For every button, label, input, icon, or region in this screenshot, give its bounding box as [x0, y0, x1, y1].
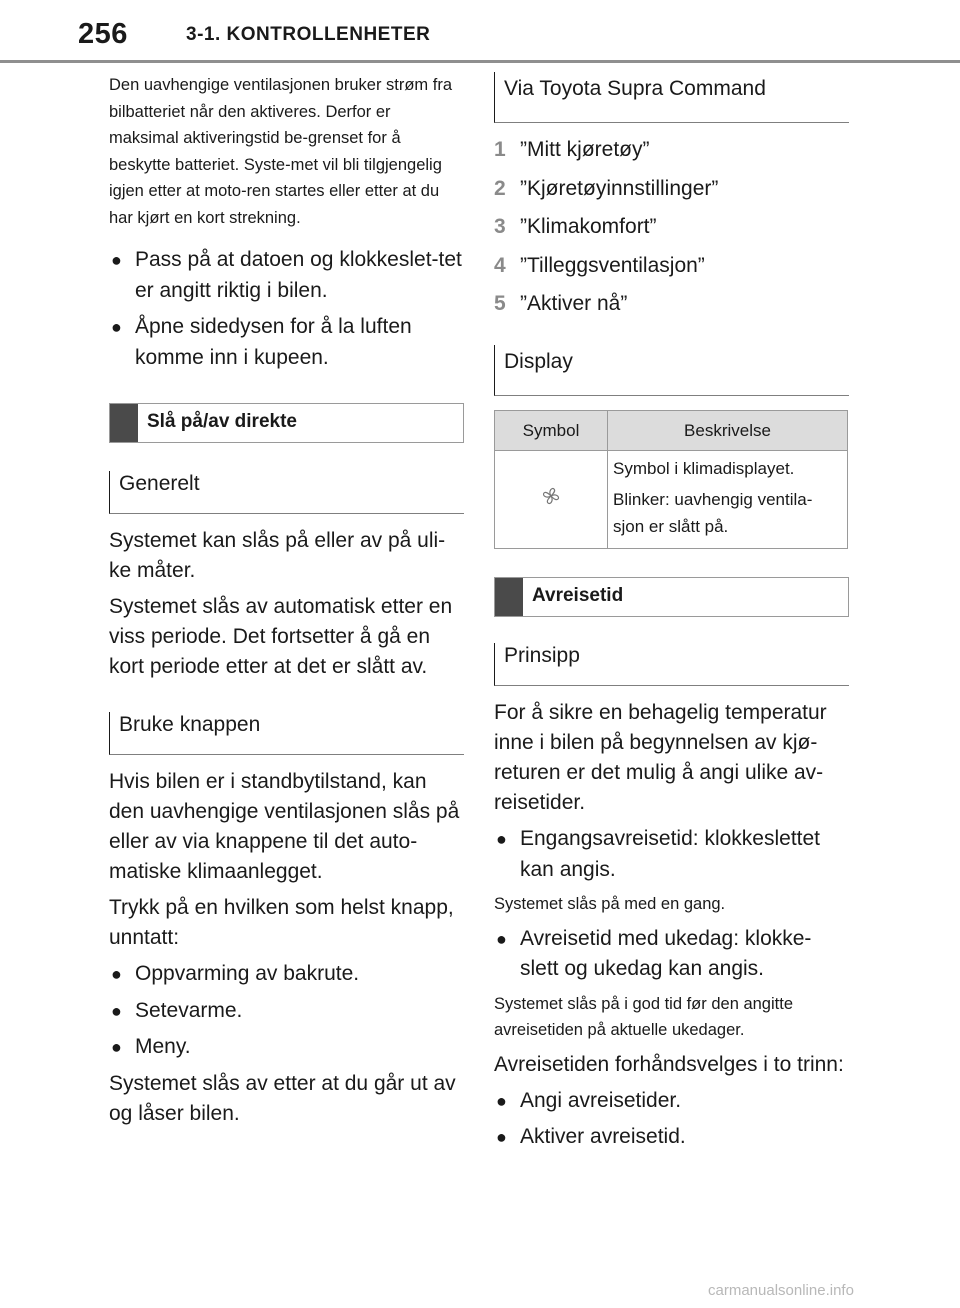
left-column [109, 72, 464, 1135]
section-title: Avreisetid [532, 585, 624, 606]
table-header: Beskrivelse [608, 411, 848, 451]
list-item: ● Setevarme. [109, 996, 464, 1027]
subheading-display: Display [494, 345, 849, 396]
bullet-icon: ● [111, 250, 122, 270]
bullet-icon: ● [496, 829, 507, 849]
list-item: ● Engangsavreisetid: klokkeslettet kan angis. [494, 824, 849, 885]
bullet-icon: ● [111, 317, 122, 337]
intro-paragraph: Den uavhengige ventilasjonen bruker strøm fra bilbatteriet når den aktiveres. Derfor er maksimal aktiveringstid be-grenset for å beskytte batteriet. Syste-met vil bli tilgjengelig igjen etter at moto-ren startes eller etter at du har kjørt en kort strekning. [109, 76, 453, 227]
table-cell-symbol [495, 451, 608, 549]
note: Systemet slås på i god tid før den angitte avreisetiden på aktuelle ukedager. [494, 994, 793, 1039]
right-column [494, 72, 849, 1159]
table-cell-description: Symbol i klimadisplayet. Blinker: uavhengig ventila-sjon er slått på. [608, 451, 848, 549]
paragraph: Trykk på en hvilken som helst knapp, unntatt: [109, 896, 454, 949]
fan-icon [540, 485, 562, 507]
list-item: ● Angi avreisetider. [494, 1086, 849, 1117]
section-title: Slå på/av direkte [147, 411, 297, 432]
bullet-icon: ● [111, 964, 122, 984]
subheading-prinsipp: Prinsipp [494, 643, 849, 686]
bullet-icon: ● [496, 1127, 507, 1147]
symbol-table [494, 410, 848, 549]
list-item: ● Meny. [109, 1032, 464, 1063]
step-item: 5 ”Aktiver nå” [494, 292, 628, 315]
step-item: 4 ”Tilleggsventilasjon” [494, 253, 705, 277]
paragraph: Avreisetiden forhåndsvelges i to trinn: [494, 1052, 844, 1076]
section-bar [110, 404, 138, 442]
list-item: ● Åpne sidedysen for å la luften komme inn i kupeen. [109, 312, 464, 373]
section-heading [109, 403, 464, 443]
header-divider [0, 60, 960, 63]
list-item: ● Avreisetid med ukedag: klokke-slett og ukedag kan angis. [494, 924, 849, 985]
list-item: ● Pass på at datoen og klokkeslet-tet er angitt riktig i bilen. [109, 245, 464, 306]
note: Systemet slås på med en gang. [494, 895, 726, 913]
step-item: 1 ”Mitt kjøretøy” [494, 138, 650, 161]
subheading-command: Via Toyota Supra Command [494, 72, 849, 123]
paragraph: For å sikre en behagelig temperatur inne i bilen på begynnelsen av kjø-returen er det mulig å angi ulike av-reisetider. [494, 701, 827, 814]
page-header [0, 0, 960, 62]
paragraph: Systemet slås av automatisk etter en viss periode. Det fortsetter å gå en kort periode etter at det er slått av. [109, 595, 453, 678]
bullet-icon: ● [496, 928, 507, 949]
bullet-icon: ● [111, 1037, 122, 1057]
section-bar [495, 578, 523, 616]
step-item: 3 ”Klimakomfort” [494, 215, 657, 238]
page-number: 256 [78, 18, 128, 50]
table-header: Symbol [495, 411, 608, 451]
bullet-icon: ● [111, 1000, 122, 1021]
paragraph: Systemet kan slås på eller av på uli-ke måter. [109, 529, 446, 582]
chapter-title: 3-1. KONTROLLENHETER [186, 24, 431, 45]
bullet-icon: ● [496, 1090, 507, 1111]
paragraph: Hvis bilen er i standbytilstand, kan den uavhengige ventilasjonen slås på eller av via knappene til det auto-matiske klimaanlegget. [109, 770, 460, 883]
subheading-bruke-knappen: Bruke knappen [109, 712, 464, 755]
paragraph: Systemet slås av etter at du går ut av og låser bilen. [109, 1071, 456, 1125]
subheading-generelt: Generelt [109, 471, 464, 514]
watermark: carmanualsonline.info [708, 1282, 854, 1299]
section-heading [494, 577, 849, 617]
list-item: ● Aktiver avreisetid. [494, 1122, 849, 1153]
list-item: ● Oppvarming av bakrute. [109, 959, 464, 990]
step-item: 2 ”Kjøretøyinnstillinger” [494, 176, 719, 200]
